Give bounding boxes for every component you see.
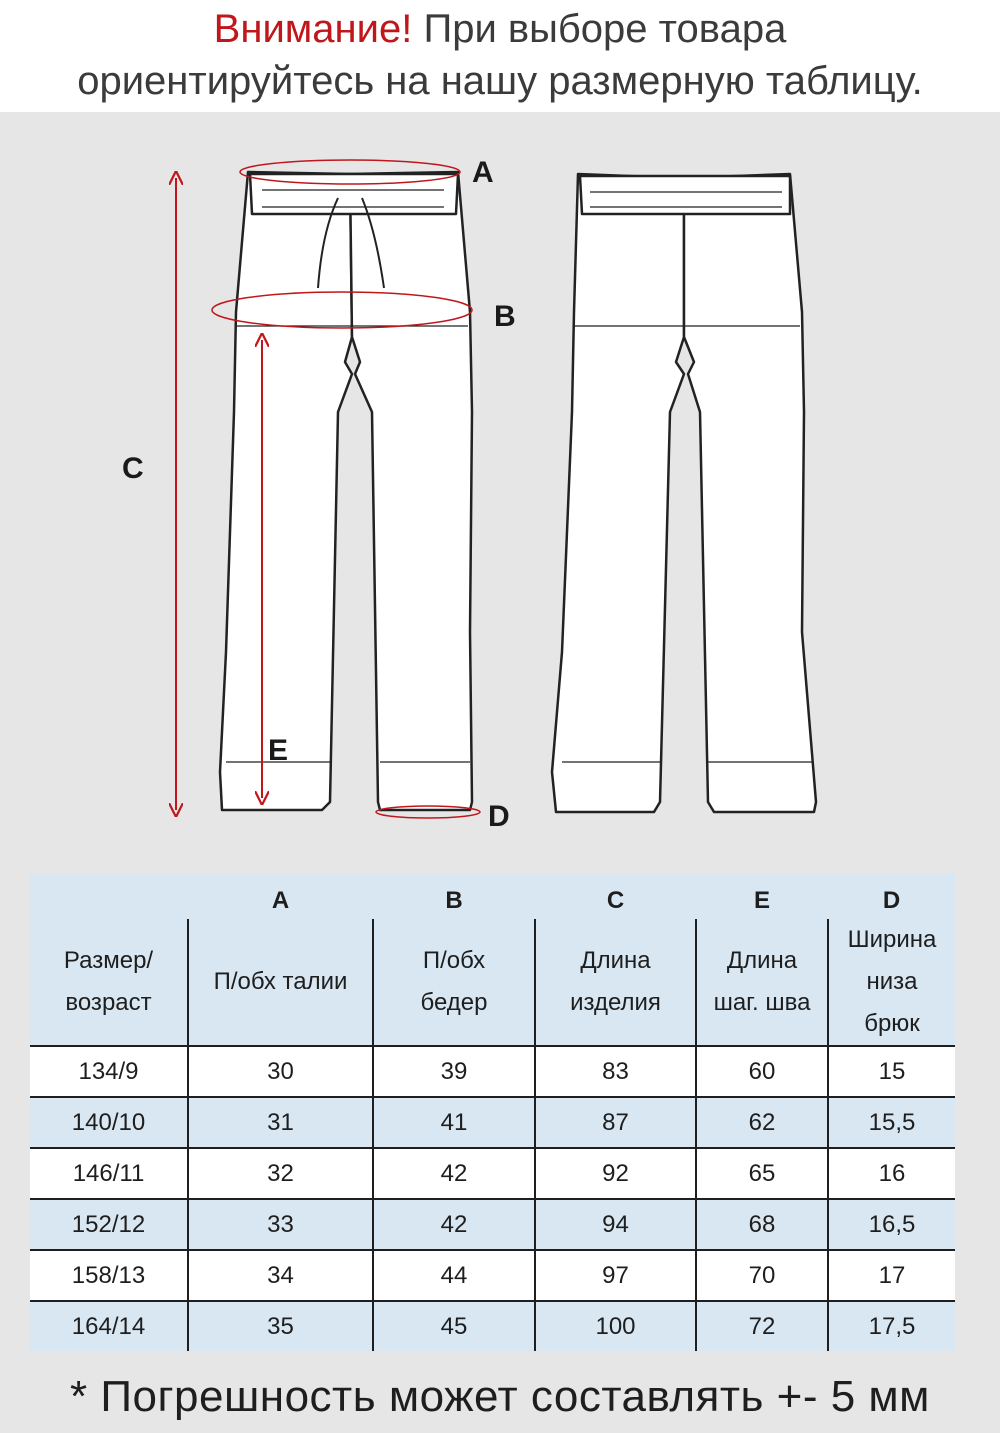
- table-cell: 70: [696, 1250, 828, 1301]
- table-cell: 42: [373, 1148, 535, 1199]
- header-banner: [0, 0, 1000, 112]
- table-row: [30, 1199, 955, 1250]
- letters-row: [30, 873, 955, 919]
- table-cell: 94: [535, 1199, 696, 1250]
- table-cell: 30: [188, 1046, 373, 1097]
- table-cell: 15: [828, 1046, 955, 1097]
- letter-cell: A: [188, 873, 373, 919]
- table-cell: 15,5: [828, 1097, 955, 1148]
- label-b: B: [494, 300, 516, 333]
- header-hem-width: Ширина низа брюк: [828, 919, 955, 1046]
- table-cell: 42: [373, 1199, 535, 1250]
- header-line-2: ориентируйтесь на нашу размерную таблицу.: [77, 59, 923, 103]
- size-table-wrap: [30, 873, 955, 1340]
- header-line-1: [0, 6, 1000, 52]
- table-cell: 87: [535, 1097, 696, 1148]
- table-cell: 65: [696, 1148, 828, 1199]
- table-cell: 31: [188, 1097, 373, 1148]
- front-left-leg: [220, 172, 352, 810]
- header-waist: П/обх талии: [188, 919, 373, 1046]
- table-cell: 32: [188, 1148, 373, 1199]
- front-right-leg: [350, 172, 472, 810]
- back-right-leg: [684, 174, 816, 812]
- pants-diagram: [0, 112, 1000, 852]
- letter-cell: [30, 873, 188, 919]
- table-cell: 35: [188, 1301, 373, 1351]
- label-d: D: [488, 800, 510, 833]
- header-hips: П/обх бедер: [373, 919, 535, 1046]
- table-cell: 44: [373, 1250, 535, 1301]
- table-cell: 164/14: [30, 1301, 188, 1351]
- table-cell: 33: [188, 1199, 373, 1250]
- table-cell: 17,5: [828, 1301, 955, 1351]
- table-cell: 92: [535, 1148, 696, 1199]
- table-cell: 158/13: [30, 1250, 188, 1301]
- table-cell: 34: [188, 1250, 373, 1301]
- table-cell: 39: [373, 1046, 535, 1097]
- table-cell: 146/11: [30, 1148, 188, 1199]
- table-cell: 62: [696, 1097, 828, 1148]
- table-cell: 134/9: [30, 1046, 188, 1097]
- table-body: [30, 1046, 955, 1351]
- table-cell: 140/10: [30, 1097, 188, 1148]
- header-size: Размер/ возраст: [30, 919, 188, 1046]
- letter-cell: B: [373, 873, 535, 919]
- header-length: Длина изделия: [535, 919, 696, 1046]
- table-cell: 17: [828, 1250, 955, 1301]
- table-row: [30, 1250, 955, 1301]
- label-e: E: [268, 734, 289, 767]
- table-cell: 16,5: [828, 1199, 955, 1250]
- label-a: A: [472, 156, 494, 189]
- table-cell: 97: [535, 1250, 696, 1301]
- table-cell: 83: [535, 1046, 696, 1097]
- table-row: [30, 1097, 955, 1148]
- header-inseam: Длина шаг. шва: [696, 919, 828, 1046]
- table-cell: 41: [373, 1097, 535, 1148]
- table-row: [30, 1148, 955, 1199]
- label-c: C: [122, 452, 144, 485]
- table-cell: 60: [696, 1046, 828, 1097]
- table-cell: 68: [696, 1199, 828, 1250]
- table-row: [30, 1046, 955, 1097]
- back-left-leg: [552, 174, 684, 812]
- table-row: [30, 1301, 955, 1351]
- table-cell: 72: [696, 1301, 828, 1351]
- pants-front: [220, 172, 472, 810]
- header-row: [30, 919, 955, 1046]
- header-line-1-text: При выборе товара: [412, 7, 787, 51]
- back-waistband: [580, 176, 790, 214]
- table-cell: 16: [828, 1148, 955, 1199]
- warning-word: Внимание!: [213, 7, 413, 51]
- table-cell: 100: [535, 1301, 696, 1351]
- letter-cell: C: [535, 873, 696, 919]
- table-cell: 45: [373, 1301, 535, 1351]
- footnote: * Погрешность может составлять +- 5 мм: [70, 1372, 930, 1421]
- letter-cell: D: [828, 873, 955, 919]
- table-cell: 152/12: [30, 1199, 188, 1250]
- pants-back: [552, 174, 816, 812]
- size-table: [30, 873, 955, 1351]
- letter-cell: E: [696, 873, 828, 919]
